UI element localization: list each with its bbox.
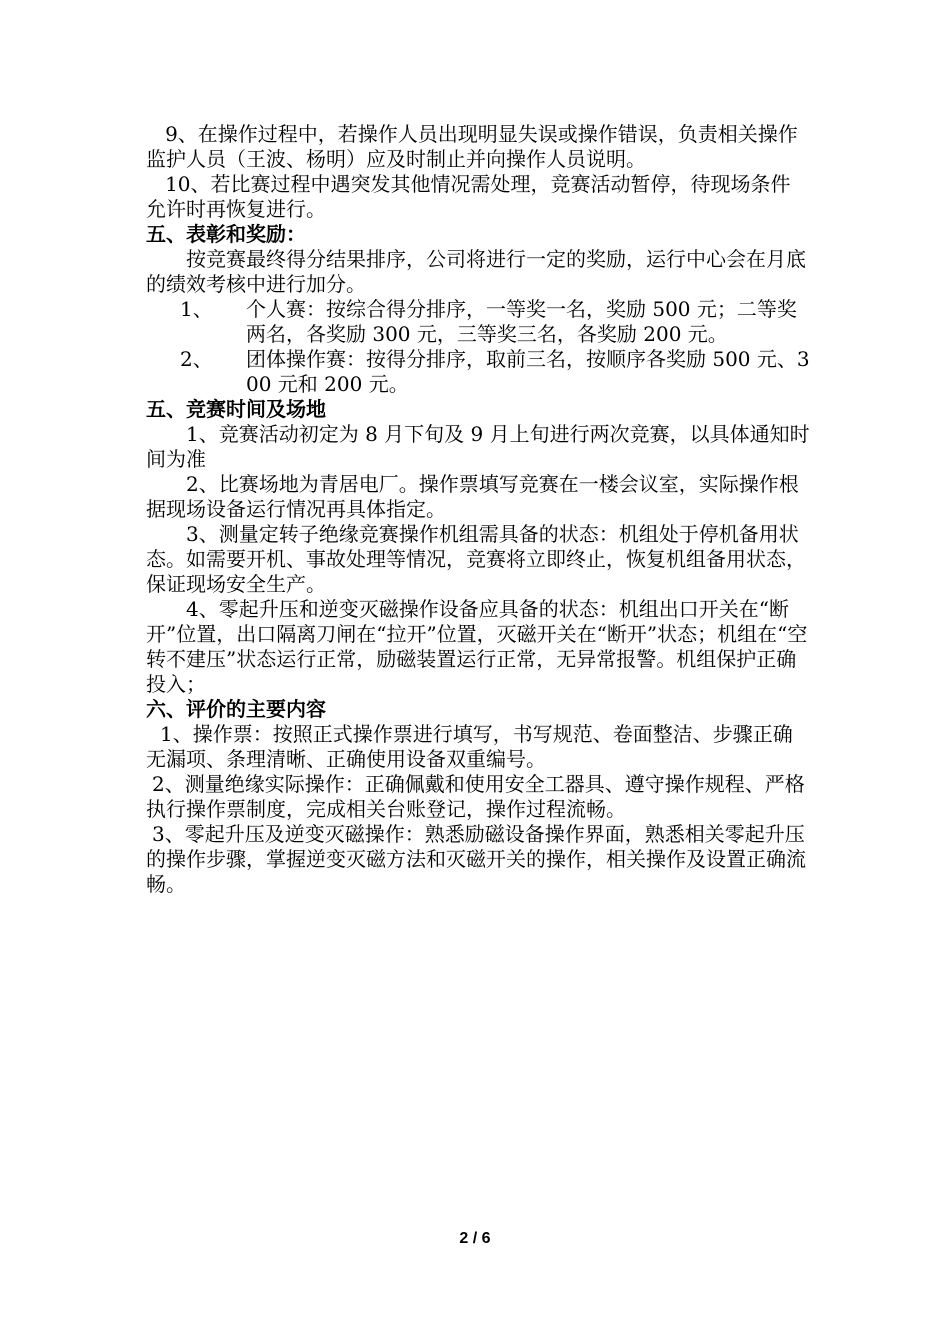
list-number: 2、 (180, 347, 213, 371)
reward-intro: 按竞赛最终得分结果排序，公司将进行一定的奖励，运行中心会在月底的绩效考核中进行加分。 (146, 247, 806, 296)
paragraph-item-10: 10、若比赛过程中遇突发其他情况需处理，竞赛活动暂停，待现场条件允许时再恢复进行。 (146, 172, 791, 221)
reward-list-item-1 (146, 297, 810, 347)
section-heading-time: 五、竞赛时间及场地 (146, 397, 326, 421)
list-text: 团体操作赛：按得分排序，取前三名，按顺序各奖励 500 元、300 元和 200 元。 (246, 347, 810, 396)
list-number: 1、 (180, 297, 213, 321)
section-heading-reward: 五、表彰和奖励： (146, 222, 306, 246)
eval-paragraph-3: 3、零起升压及逆变灭磁操作：熟悉励磁设备操作界面，熟悉相关零起升压的操作步骤，掌握逆变灭磁方法和灭磁开关的操作，相关操作及设置正确流畅。 (146, 822, 806, 896)
reward-list-item-2 (146, 347, 810, 397)
document-body (146, 122, 810, 897)
time-paragraph-1: 1、竞赛活动初定为 8 月下旬及 9 月上旬进行两次竞赛，以具体通知时间为准 (146, 422, 810, 471)
list-text: 个人赛：按综合得分排序，一等奖一名，奖励 500 元；二等奖两名，各奖励 300 元，三等奖三名，各奖励 200 元。 (246, 297, 797, 346)
eval-paragraph-2: 2、测量绝缘实际操作：正确佩戴和使用安全工器具、遵守操作规程、严格执行操作票制度，完成相关台账登记，操作过程流畅。 (146, 772, 805, 821)
time-paragraph-2: 2、比赛场地为青居电厂。操作票填写竞赛在一楼会议室，实际操作根据现场设备运行情况再具体指定。 (146, 472, 799, 521)
time-paragraph-4: 4、零起升压和逆变灭磁操作设备应具备的状态：机组出口开关在“断开”位置，出口隔离刀闸在“拉开”位置，灭磁开关在“断开”状态；机组在“空转不建压”状态运行正常，励磁装置运行正常，无异常报警。机组保护正确投入； (146, 597, 808, 696)
page-number: 2 / 6 (459, 1230, 491, 1247)
time-paragraph-3: 3、测量定转子绝缘竞赛操作机组需具备的状态：机组处于停机备用状态。如需要开机、事故处理等情况，竞赛将立即终止，恢复机组备用状态，保证现场安全生产。 (146, 522, 806, 596)
section-heading-eval: 六、评价的主要内容 (146, 697, 326, 721)
eval-paragraph-1: 1、操作票：按照正式操作票进行填写，书写规范、卷面整洁、步骤正确无漏项、条理清晰、正确使用设备双重编号。 (146, 722, 793, 771)
paragraph-item-9: 9、在操作过程中，若操作人员出现明显失误或操作错误，负责相关操作监护人员（王波、杨明）应及时制止并向操作人员说明。 (146, 122, 798, 171)
